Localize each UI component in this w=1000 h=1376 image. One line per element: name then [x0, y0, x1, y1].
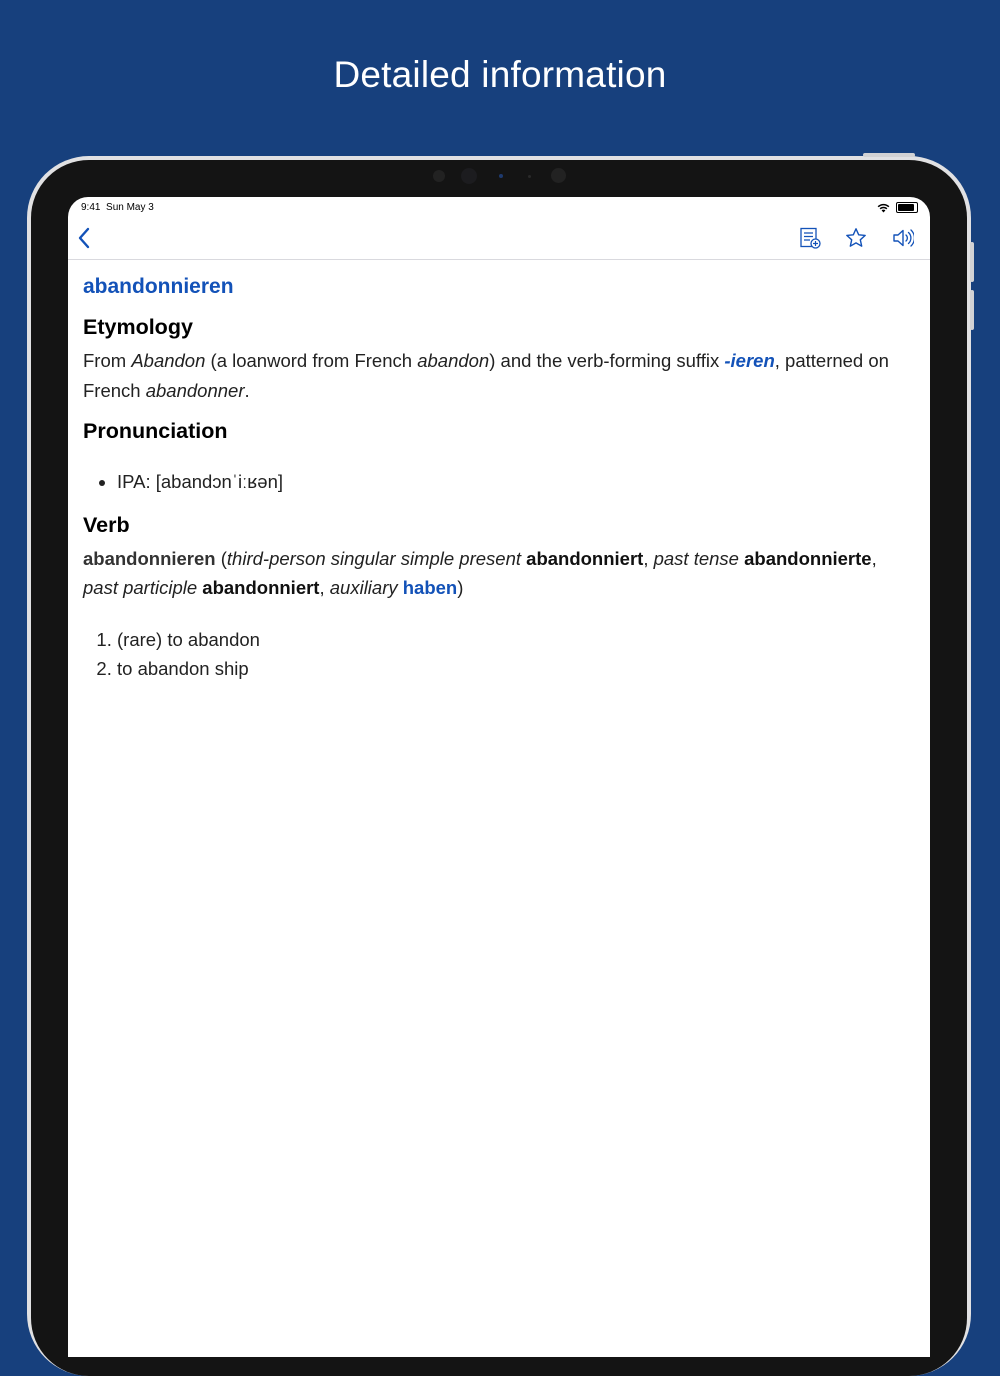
app-screen	[68, 197, 930, 1357]
chevron-left-icon	[77, 227, 91, 249]
text: )	[457, 577, 464, 598]
entry-content	[83, 259, 903, 684]
entry-title: abandonnieren	[83, 275, 234, 298]
speaker-icon	[892, 227, 914, 249]
sensor-icon	[433, 170, 445, 182]
add-to-list-button[interactable]	[796, 224, 824, 252]
text: ,	[643, 547, 654, 569]
status-indicators	[877, 202, 918, 213]
etymology-text	[83, 346, 903, 405]
date-label: Sun May 3	[106, 202, 154, 213]
text: .	[244, 379, 250, 401]
back-button[interactable]	[70, 224, 98, 252]
text: , patterned on French	[83, 350, 889, 401]
navigation-bar	[68, 217, 930, 260]
text: ) and the verb-forming suffix	[489, 350, 725, 371]
ipa-item: • IPA: [abandɔnˈiːʁən]	[117, 467, 903, 497]
sensor-icon	[499, 174, 503, 178]
battery-icon	[896, 202, 918, 213]
star-icon	[845, 227, 867, 249]
sensor-icon	[551, 168, 566, 183]
auxiliary-link[interactable]: haben	[397, 577, 458, 598]
text: ,	[319, 577, 330, 598]
volume-up-button	[970, 242, 974, 282]
list-add-icon	[799, 227, 821, 249]
italic-text: abandon	[417, 350, 490, 371]
text: (a loanword from French	[205, 350, 418, 371]
status-time	[81, 202, 154, 213]
text: (	[215, 547, 227, 569]
status-bar	[68, 197, 930, 217]
pronunciation-list	[83, 467, 903, 497]
verb-heading: Verb	[83, 512, 130, 537]
suffix-link[interactable]: -ieren	[724, 350, 775, 371]
etymology-heading: Etymology	[83, 315, 193, 339]
list-item: 1. (rare) to abandon	[117, 625, 903, 655]
bold-text: abandonnierte	[738, 547, 872, 569]
list-item: 2. to abandon ship	[117, 654, 903, 684]
text: From	[83, 350, 132, 371]
pronounce-button[interactable]	[889, 224, 917, 252]
italic-text: Abandon	[131, 350, 206, 371]
favorite-button[interactable]	[842, 224, 870, 252]
senses-list	[83, 625, 903, 684]
text: ,	[871, 547, 877, 569]
verb-forms-text	[83, 544, 903, 603]
headword: abandonnieren	[83, 547, 216, 569]
bold-text: abandonniert	[521, 547, 644, 569]
italic-text: auxiliary	[329, 577, 398, 598]
bold-text: abandonniert	[197, 577, 320, 598]
italic-text: abandonner	[145, 379, 245, 401]
time-label: 9:41	[81, 202, 101, 213]
sensor-icon	[528, 175, 531, 178]
italic-text: past tense	[653, 547, 739, 569]
camera-icon	[461, 168, 477, 184]
top-button	[863, 153, 915, 157]
page-headline: Detailed information	[333, 54, 667, 95]
italic-text: third-person singular simple present	[226, 547, 522, 569]
pronunciation-heading: Pronunciation	[83, 419, 228, 443]
italic-text: past participle	[83, 577, 198, 598]
volume-down-button	[970, 290, 974, 330]
wifi-icon	[877, 203, 890, 213]
